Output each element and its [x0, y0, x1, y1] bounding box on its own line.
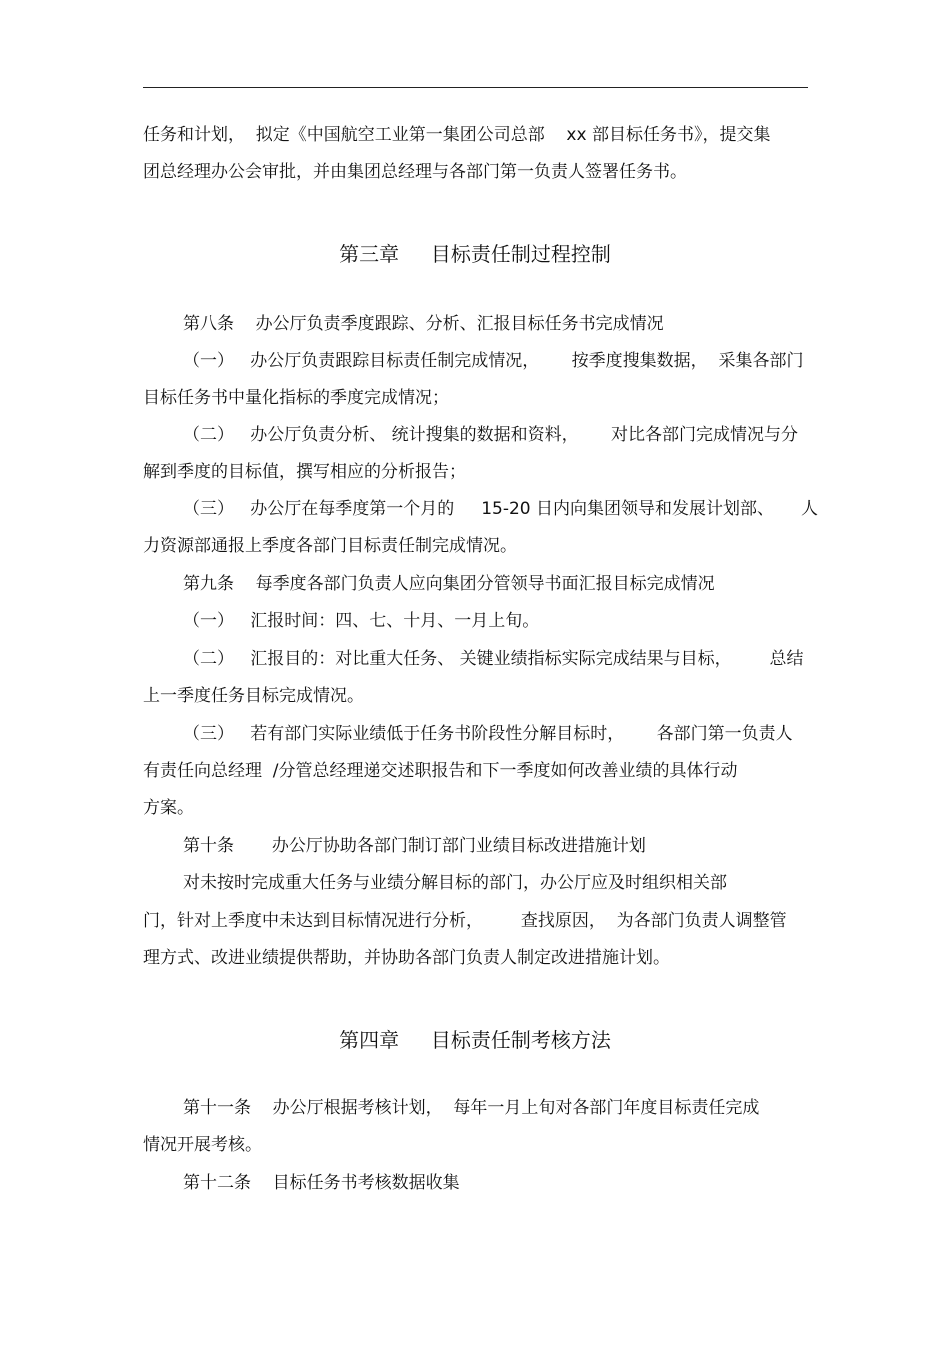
header-rule: [143, 87, 808, 88]
chapter-heading: 第四章 目标责任制考核方法: [339, 1028, 611, 1052]
paragraph-line: 门，针对上季度中未达到目标情况进行分析， 查找原因， 为各部门负责人调整管: [143, 911, 787, 931]
paragraph-line: 对未按时完成重大任务与业绩分解目标的部门，办公厅应及时组织相关部: [183, 873, 727, 893]
article-heading: 第十条 办公厅协助各部门制订部门业绩目标改进措施计划: [183, 836, 646, 856]
paragraph-line: 上一季度任务目标完成情况。: [143, 686, 364, 706]
paragraph-line: 解到季度的目标值，撰写相应的分析报告；: [143, 462, 466, 482]
paragraph-line: 有责任向总经理 /分管总经理递交述职报告和下一季度如何改善业绩的具体行动: [143, 761, 738, 781]
paragraph-line: （三） 办公厅在每季度第一个月的 15-20 日内向集团领导和发展计划部、 人: [183, 499, 819, 519]
paragraph-line: （二） 办公厅负责分析、 统计搜集的数据和资料， 对比各部门完成情况与分: [183, 425, 799, 445]
paragraph-line: 任务和计划， 拟定《中国航空工业第一集团公司总部 xx 部目标任务书》，提交集: [143, 125, 771, 145]
article-heading: 第九条 每季度各部门负责人应向集团分管领导书面汇报目标完成情况: [183, 574, 715, 594]
paragraph-line: （一） 汇报时间：四、七、十月、一月上旬。: [183, 611, 540, 631]
chapter-heading: 第三章 目标责任制过程控制: [339, 242, 611, 266]
paragraph-line: 方案。: [143, 798, 194, 818]
article-heading: 第八条 办公厅负责季度跟踪、分析、汇报目标任务书完成情况: [183, 314, 664, 334]
paragraph-line: （一） 办公厅负责跟踪目标责任制完成情况， 按季度搜集数据， 采集各部门: [183, 351, 804, 371]
article-heading: 第十一条 办公厅根据考核计划， 每年一月上旬对各部门年度目标责任完成: [183, 1098, 760, 1118]
paragraph-line: （三） 若有部门实际业绩低于任务书阶段性分解目标时， 各部门第一负责人: [183, 724, 793, 744]
paragraph-line: 力资源部通报上季度各部门目标责任制完成情况。: [143, 536, 517, 556]
article-heading: 第十二条 目标任务书考核数据收集: [183, 1173, 460, 1193]
paragraph-line: （二） 汇报目的：对比重大任务、 关键业绩指标实际完成结果与目标， 总结: [183, 649, 804, 669]
paragraph-line: 理方式、改进业绩提供帮助，并协助各部门负责人制定改进措施计划。: [143, 948, 670, 968]
paragraph-line: 目标任务书中量化指标的季度完成情况；: [143, 388, 449, 408]
paragraph-line: 情况开展考核。: [143, 1135, 262, 1155]
paragraph-line: 团总经理办公会审批，并由集团总经理与各部门第一负责人签署任务书。: [143, 162, 687, 182]
